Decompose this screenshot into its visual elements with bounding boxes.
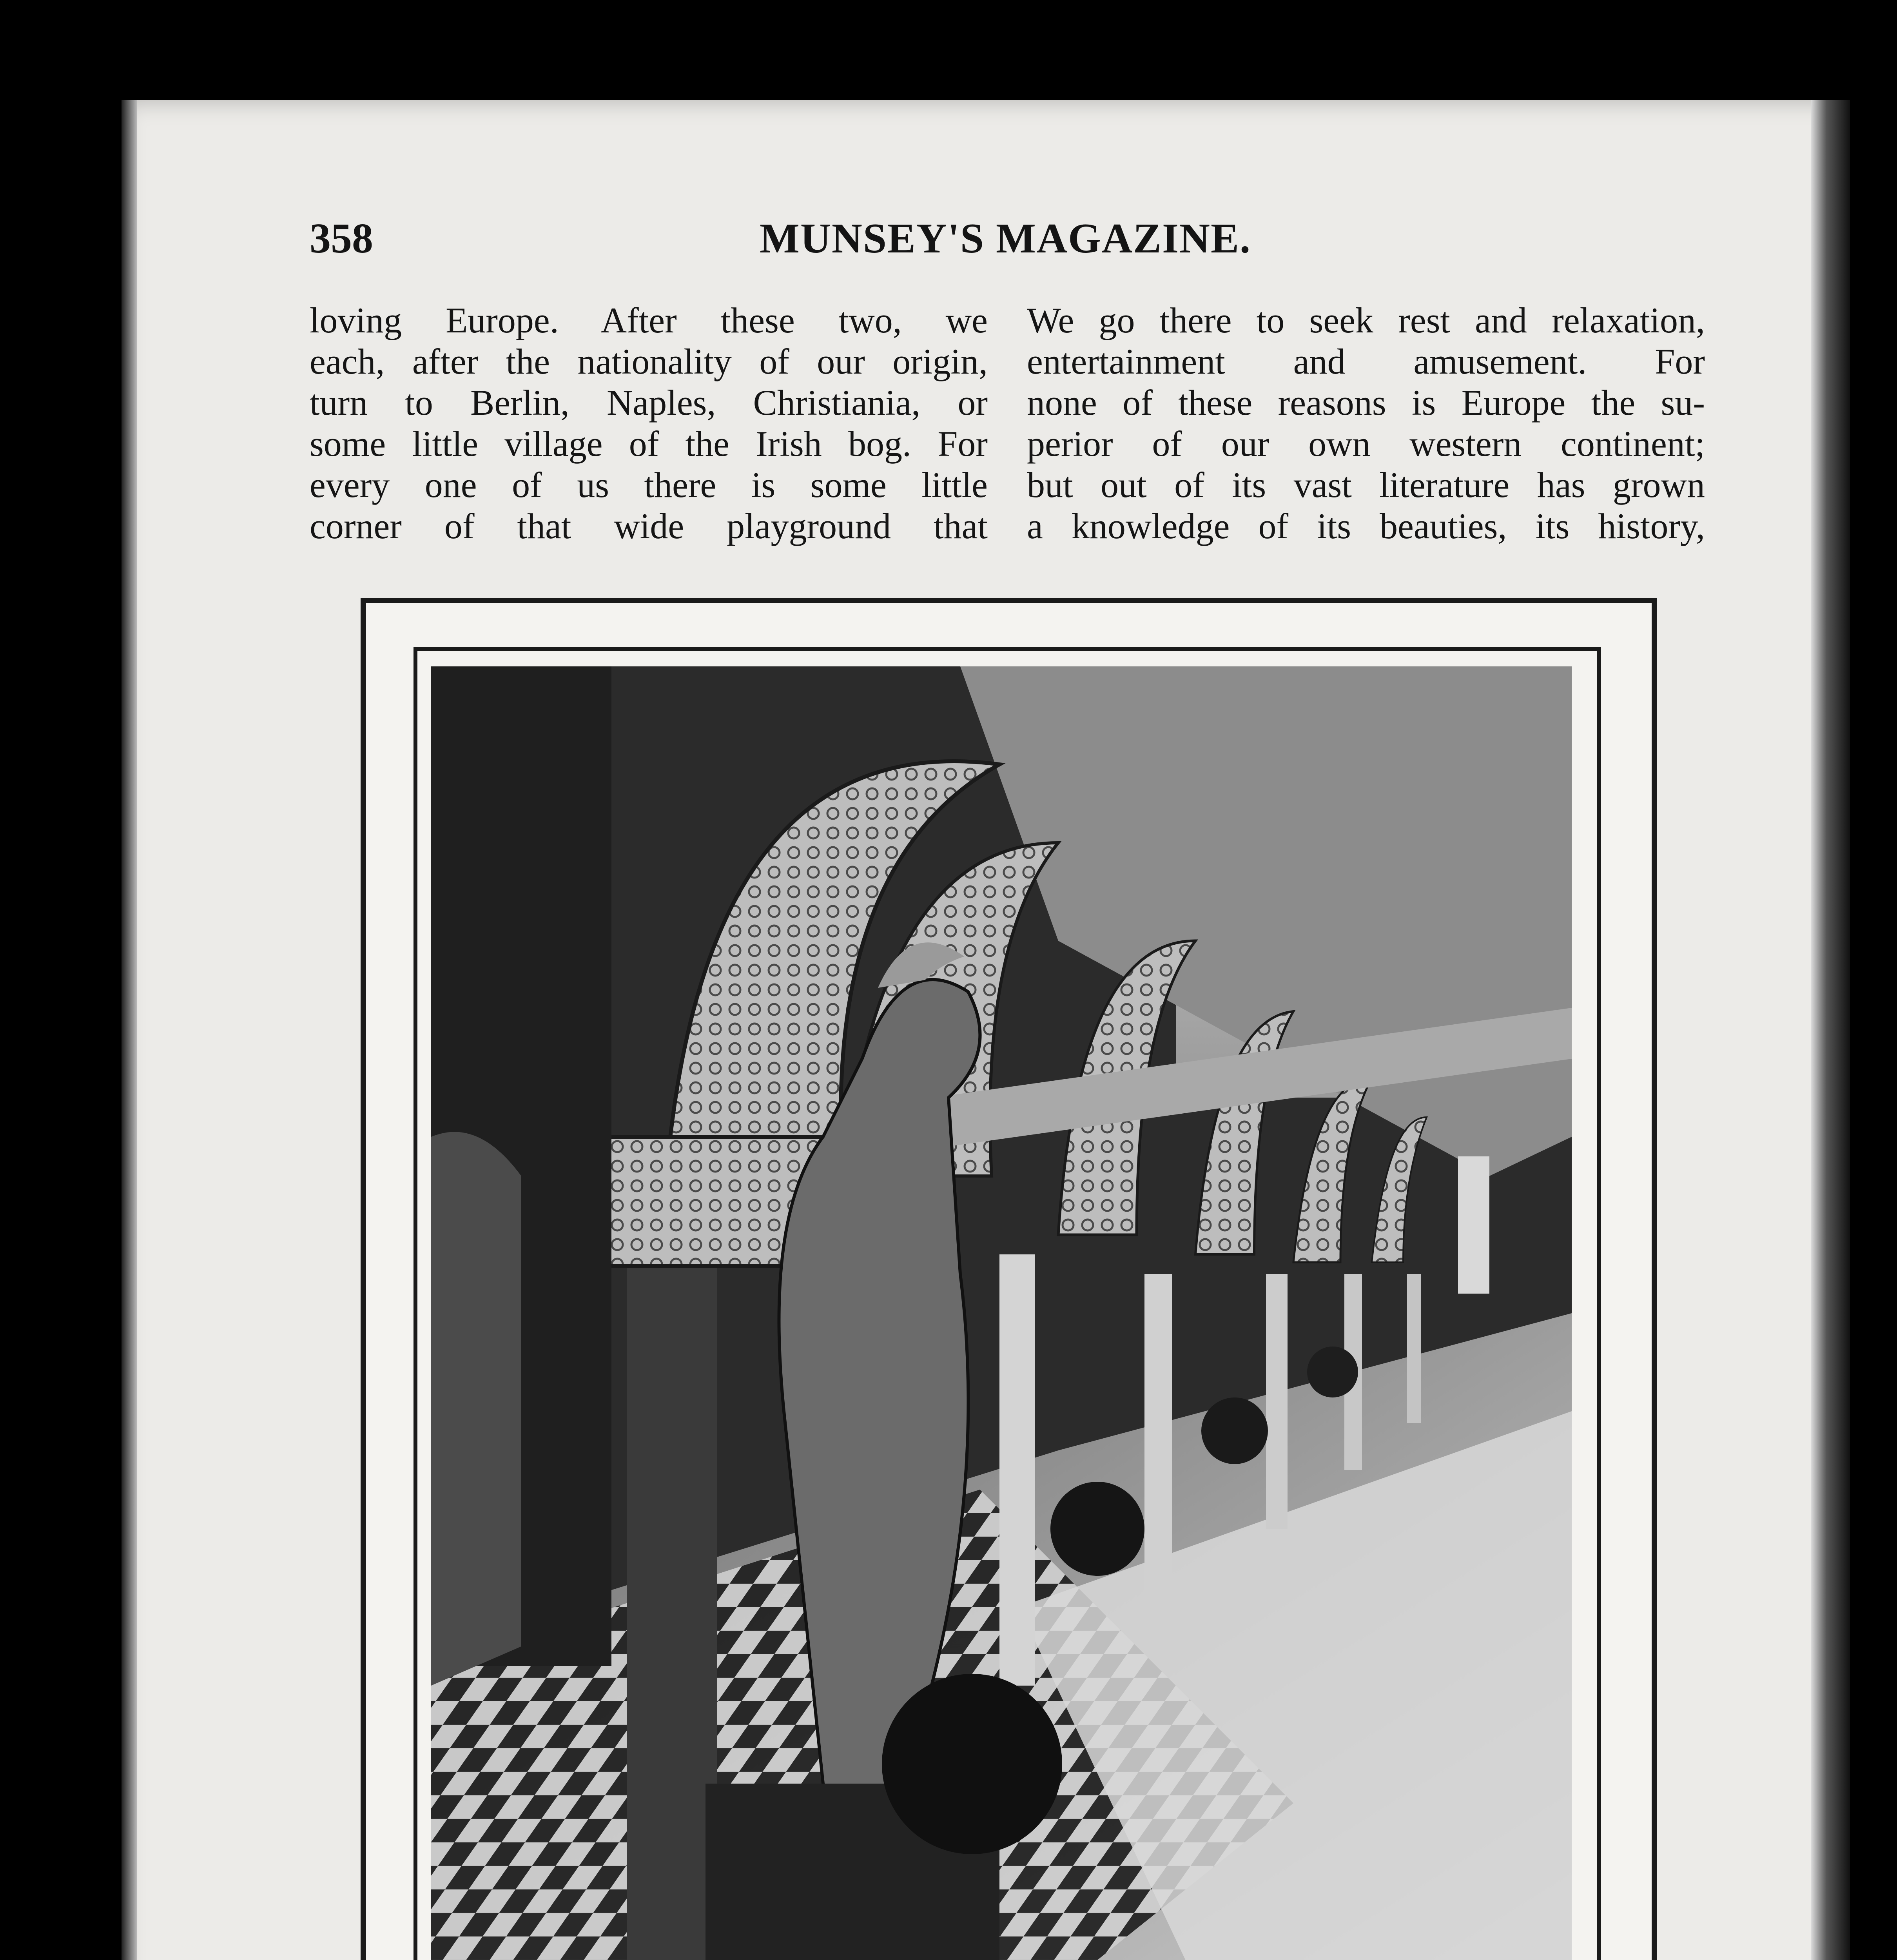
text-line: but out of its vast literature has grown bbox=[1027, 465, 1705, 505]
text-line: some little village of the Irish bog. For bbox=[310, 424, 988, 464]
text-line: a knowledge of its beauties, its history, bbox=[1027, 506, 1705, 546]
top-right-column bbox=[1027, 300, 1705, 547]
text-line: We go there to seek rest and relaxation, bbox=[1027, 300, 1705, 340]
text-line: perior of our own western continent; bbox=[1027, 424, 1705, 464]
casa-de-pilatos-photo bbox=[431, 666, 1572, 1960]
page-header bbox=[310, 215, 1701, 272]
text-line: turn to Berlin, Naples, Christiania, or bbox=[310, 383, 988, 423]
page-number: 358 bbox=[310, 215, 373, 262]
text-line: none of these reasons is Europe the su- bbox=[1027, 383, 1705, 423]
text-line: every one of us there is some little bbox=[310, 465, 988, 505]
top-left-column bbox=[310, 300, 988, 547]
text-line: each, after the nationality of our origin, bbox=[310, 341, 988, 381]
text-line: entertainment and amusement. For bbox=[1027, 341, 1705, 381]
page-shadow-left bbox=[122, 100, 137, 1960]
running-head: MUNSEY'S MAGAZINE. bbox=[759, 215, 1251, 262]
text-line: corner of that wide playground that bbox=[310, 506, 988, 546]
page-shadow-right bbox=[1811, 100, 1850, 1960]
text-line: loving Europe. After these two, we bbox=[310, 300, 988, 340]
